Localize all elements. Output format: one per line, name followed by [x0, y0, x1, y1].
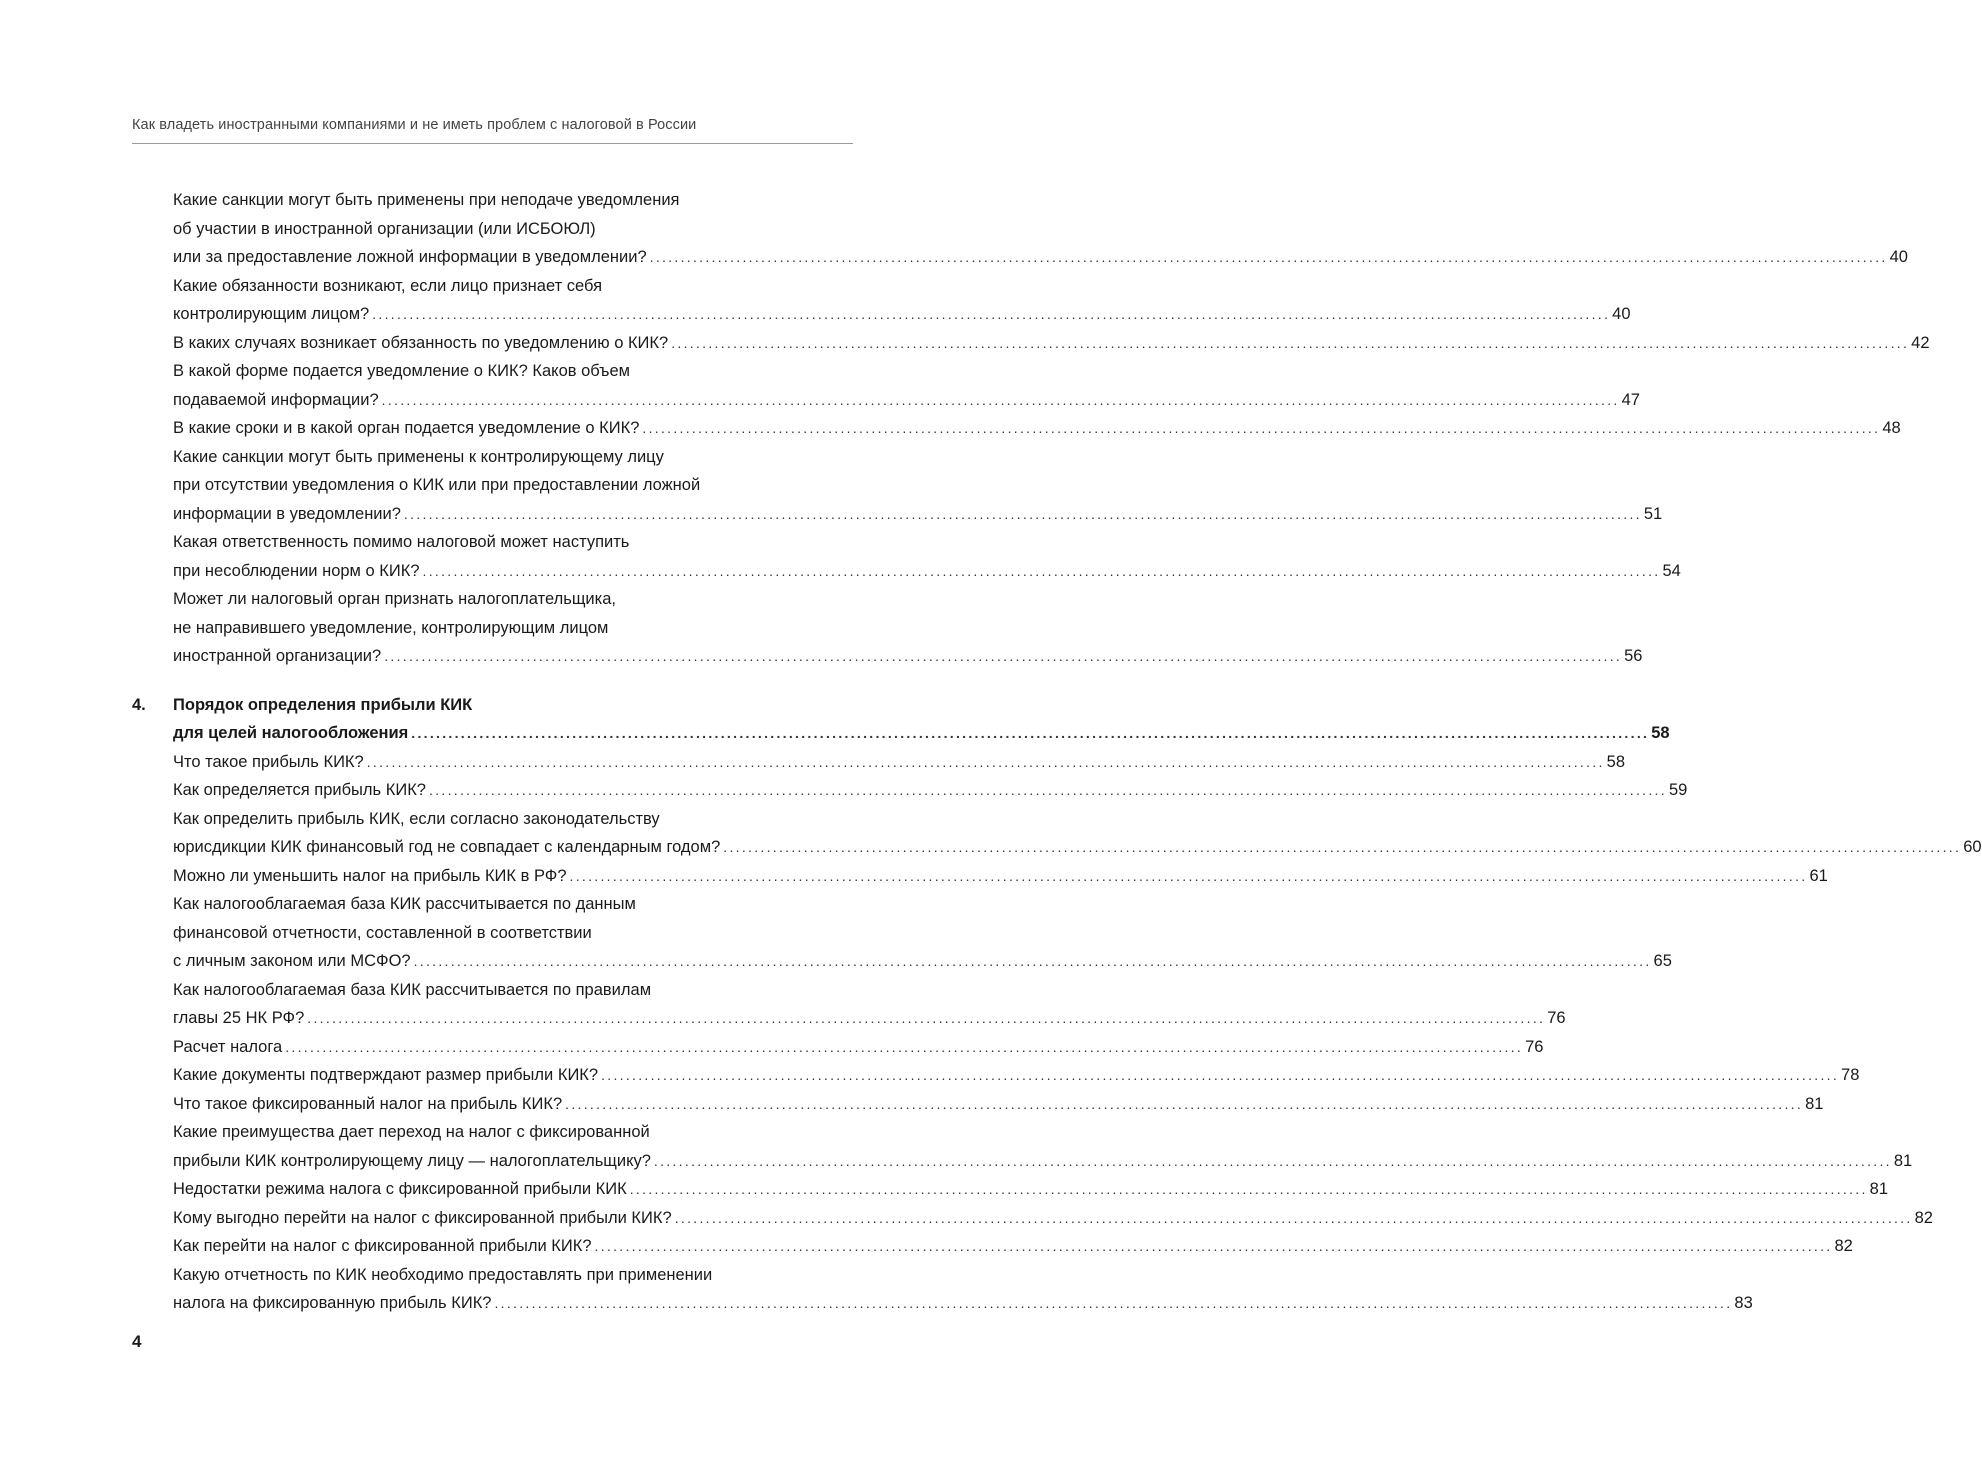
dot-leader: ........................................................................................................................................................................................................	[601, 1067, 1840, 1083]
dot-leader: ........................................................................................................................................................................................................	[422, 562, 1661, 579]
toc-page-number: 81	[1805, 1094, 1824, 1113]
dot-leader: ........................................................................................................................................................................................................	[569, 867, 1808, 884]
toc-entry-line	[132, 357, 846, 386]
toc-entry-last-line	[132, 300, 1631, 329]
toc-entry-last-line	[132, 414, 1901, 443]
dot-leader: ........................................................................................................................................................................................................	[413, 953, 1652, 969]
toc-entry[interactable]	[132, 357, 1640, 414]
toc-entry-text: В какие сроки и в какой орган подается уведомление о КИК?	[173, 419, 640, 437]
toc-entry[interactable]	[132, 1033, 1544, 1062]
toc-entry[interactable]	[132, 976, 1566, 1033]
dot-leader: ........................................................................................................................................................................................................	[723, 839, 1962, 855]
toc-page-number: 76	[1547, 1009, 1566, 1027]
toc-entry-line	[132, 443, 846, 472]
toc-entry[interactable]	[132, 862, 1828, 891]
toc-entry[interactable]	[132, 1204, 1933, 1233]
toc-entry-last-line	[132, 947, 1672, 976]
toc-page-number: 48	[1882, 419, 1901, 437]
toc-entry-line	[132, 585, 846, 614]
toc-entry-text: об участии в иностранной организации (или ИСБОЮЛ)	[173, 219, 596, 238]
toc-page-number: 76	[1525, 1037, 1544, 1056]
toc-page-number: 82	[1914, 1208, 1933, 1227]
toc-page-number: 81	[1893, 1151, 1913, 1170]
toc-entry-line	[132, 1118, 846, 1147]
toc-entry-line	[132, 919, 846, 948]
dot-leader: ........................................................................................................................................................................................................	[674, 1209, 1913, 1226]
toc-entry-text: главы 25 НК РФ?	[173, 1009, 305, 1027]
toc-entry-last-line	[132, 500, 1663, 529]
chapter-4	[132, 691, 1670, 748]
toc-page-number: 54	[1662, 561, 1681, 580]
toc-page-number: 60	[1963, 838, 1982, 856]
section-3-entries	[132, 186, 1930, 671]
toc-entry-last-line	[132, 1004, 1566, 1033]
toc-entry-text: финансовой отчетности, составленной в соответствии	[173, 923, 592, 942]
dot-leader: ........................................................................................................................................................................................................	[285, 1038, 1524, 1055]
toc-entry[interactable]	[132, 414, 1901, 443]
toc-entry-text: В какой форме подается уведомление о КИК? Каков объем	[173, 362, 631, 380]
toc-entry-text: Как определить прибыль КИК, если согласно законодательству	[173, 809, 660, 828]
toc-page-number: 56	[1624, 647, 1643, 665]
dot-leader: ........................................................................................................................................................................................................	[366, 753, 1605, 770]
toc-entry[interactable]	[132, 1118, 1913, 1175]
toc-entry[interactable]	[132, 329, 1930, 358]
toc-entry-text: иностранной организации?	[173, 647, 382, 665]
dot-leader: ........................................................................................................................................................................................................	[381, 391, 1620, 408]
toc-entry-last-line	[132, 776, 1688, 805]
toc-page-number: 61	[1809, 866, 1828, 885]
toc-entry[interactable]	[132, 186, 1908, 272]
toc-entry-last-line	[132, 1147, 1913, 1176]
toc-entry[interactable]	[132, 1261, 1753, 1318]
toc-entry-text: юрисдикции КИК финансовый год не совпадает с календарным годом?	[173, 838, 721, 856]
toc-entry[interactable]	[132, 528, 1681, 585]
toc-page-number: 40	[1889, 248, 1908, 266]
toc-entry-text: прибыли КИК контролирующему лицу — налогоплательщику?	[173, 1151, 651, 1170]
toc-page-number: 47	[1621, 390, 1640, 409]
toc-entry[interactable]	[132, 1232, 1853, 1261]
toc-entry-last-line	[132, 386, 1640, 415]
toc-entry-line	[132, 976, 846, 1005]
dot-leader: ........................................................................................................................................................................................................	[629, 1181, 1868, 1197]
dot-leader: ........................................................................................................................................................................................................	[372, 306, 1611, 322]
toc-entry-text: Какую отчетность по КИК необходимо предоставлять при применении	[173, 1265, 713, 1284]
toc-entry-last-line	[132, 1204, 1933, 1233]
toc-entry-text: информации в уведомлении?	[173, 504, 401, 523]
section-gap	[132, 671, 846, 691]
dot-leader: ........................................................................................................................................................................................................	[653, 1152, 1892, 1169]
dot-leader: ........................................................................................................................................................................................................	[642, 420, 1881, 436]
toc-page-number: 59	[1668, 781, 1688, 799]
toc-entry-line	[132, 528, 846, 557]
toc-entry-line	[132, 1261, 846, 1290]
toc-entry-text: Порядок определения прибыли КИК	[173, 695, 473, 714]
toc-entry-last-line	[132, 642, 1643, 671]
toc-entry-last-line	[132, 1232, 1853, 1261]
chapter-number: 4.	[132, 695, 146, 714]
toc-page-number: 82	[1834, 1237, 1853, 1255]
toc-entry-last-line	[132, 833, 1982, 862]
dot-leader: ........................................................................................................................................................................................................	[649, 249, 1888, 265]
toc-entry-text: Как перейти на налог с фиксированной прибыли КИК?	[173, 1237, 592, 1255]
toc-entry-text: Какие документы подтверждают размер прибыли КИК?	[173, 1066, 599, 1084]
toc-page-number: 81	[1869, 1180, 1889, 1198]
running-header: Как владеть иностранными компаниями и не иметь проблем с налоговой в России	[132, 117, 697, 133]
header-divider	[132, 143, 853, 144]
dot-leader: ........................................................................................................................................................................................................	[671, 334, 1910, 351]
toc-entry-text: Что такое прибыль КИК?	[173, 752, 364, 771]
toc-page-number: 58	[1606, 752, 1626, 771]
toc-page-number: 83	[1734, 1294, 1753, 1312]
dot-leader: ........................................................................................................................................................................................................	[565, 1095, 1804, 1112]
toc-entry-last-line	[132, 557, 1681, 586]
toc-entry-last-line	[132, 243, 1908, 272]
toc-entry-text: Какие санкции могут быть применены при неподаче уведомления	[173, 191, 680, 209]
chapter-title-line[interactable]	[132, 719, 1670, 748]
toc-entry-line	[132, 215, 846, 244]
toc-entry-line	[132, 614, 846, 643]
toc-entry-last-line	[132, 329, 1930, 358]
toc-entry-text: Как налогооблагаемая база КИК рассчитывается по правилам	[173, 980, 652, 999]
toc-entry-text: Какие санкции могут быть применены к контролирующему лицу	[173, 447, 664, 466]
dot-leader: ........................................................................................................................................................................................................	[594, 1238, 1833, 1254]
dot-leader: ........................................................................................................................................................................................................	[403, 505, 1642, 522]
toc-entry-last-line	[132, 1061, 1860, 1090]
toc-entry-text: не направившего уведомление, контролирующим лицом	[173, 618, 609, 637]
toc-entry-text: для целей налогообложения	[173, 724, 409, 742]
toc-entry[interactable]	[132, 1175, 1889, 1204]
chapter-4-entries	[132, 748, 1982, 1318]
toc-page-number: 42	[1911, 333, 1930, 352]
toc-entry[interactable]	[132, 272, 1631, 329]
toc-page-number: 65	[1653, 952, 1672, 970]
toc-entry-text: В каких случаях возникает обязанность по уведомлению о КИК?	[173, 333, 669, 352]
toc-entry-text: или за предоставление ложной информации в уведомлении?	[173, 248, 647, 266]
toc-entry-line	[132, 272, 846, 301]
toc-entry-last-line	[132, 862, 1828, 891]
toc-entry-text: Кому выгодно перейти на налог с фиксированной прибыли КИК?	[173, 1208, 672, 1227]
toc-entry-text: с личным законом или МСФО?	[173, 952, 411, 970]
toc-entry-last-line	[132, 1090, 1824, 1119]
toc-entry[interactable]	[132, 776, 1688, 805]
toc-entry-text: Недостатки режима налога с фиксированной прибыли КИК	[173, 1180, 627, 1198]
toc-page-number: 58	[1651, 724, 1670, 742]
toc-entry[interactable]	[132, 805, 1982, 862]
toc-entry-text: Как налогооблагаемая база КИК рассчитывается по данным	[173, 895, 636, 913]
toc-entry[interactable]	[132, 1061, 1860, 1090]
toc-entry-text: Можно ли уменьшить налог на прибыль КИК в РФ?	[173, 866, 567, 885]
toc-entry[interactable]	[132, 585, 1643, 671]
toc-page-number: 40	[1612, 305, 1631, 323]
toc-entry-line	[132, 805, 846, 834]
toc-entry-text: Какие преимущества дает переход на налог с фиксированной	[173, 1123, 650, 1141]
toc-entry-text: Расчет налога	[173, 1037, 283, 1056]
toc-entry[interactable]	[132, 443, 1663, 529]
toc-entry-last-line	[132, 1175, 1889, 1204]
toc-entry[interactable]	[132, 1090, 1824, 1119]
dot-leader: ........................................................................................................................................................................................................	[307, 1010, 1546, 1026]
toc-entry[interactable]	[132, 748, 1626, 777]
toc-entry-line	[132, 890, 846, 919]
toc-entry-last-line	[132, 748, 1626, 777]
toc-entry-text: Что такое фиксированный налог на прибыль КИК?	[173, 1094, 563, 1113]
dot-leader: ........................................................................................................................................................................................................	[384, 648, 1623, 664]
toc-page-number: 51	[1643, 504, 1663, 523]
toc-entry-text: при отсутствии уведомления о КИК или при предоставлении ложной	[173, 476, 701, 494]
toc-entry-text: Как определяется прибыль КИК?	[173, 781, 426, 799]
toc-entry[interactable]	[132, 890, 1672, 976]
toc-entry-text: при несоблюдении норм о КИК?	[173, 561, 420, 580]
toc-entry-last-line	[132, 1289, 1753, 1318]
toc-entry-text: Какие обязанности возникают, если лицо признает себя	[173, 276, 603, 295]
table-of-contents	[132, 186, 1982, 1318]
toc-entry-last-line	[132, 1033, 1544, 1062]
toc-entry-text: подаваемой информации?	[173, 390, 379, 409]
toc-entry-text: контролирующим лицом?	[173, 305, 370, 323]
dot-leader: ........................................................................................................................................................................................................	[429, 782, 1667, 798]
page-number: 4	[132, 1332, 142, 1351]
toc-entry-text: Может ли налоговый орган признать налогоплательщика,	[173, 590, 616, 608]
dot-leader: ........................................................................................................................................................................................................	[411, 725, 1650, 741]
dot-leader: ........................................................................................................................................................................................................	[494, 1295, 1733, 1311]
toc-entry-text: Какая ответственность помимо налоговой может наступить	[173, 533, 630, 551]
toc-page-number: 78	[1841, 1066, 1860, 1084]
chapter-title-line[interactable]	[132, 691, 846, 720]
toc-entry-text: налога на фиксированную прибыль КИК?	[173, 1294, 492, 1312]
toc-entry-line	[132, 471, 846, 500]
toc-entry-line	[132, 186, 846, 215]
